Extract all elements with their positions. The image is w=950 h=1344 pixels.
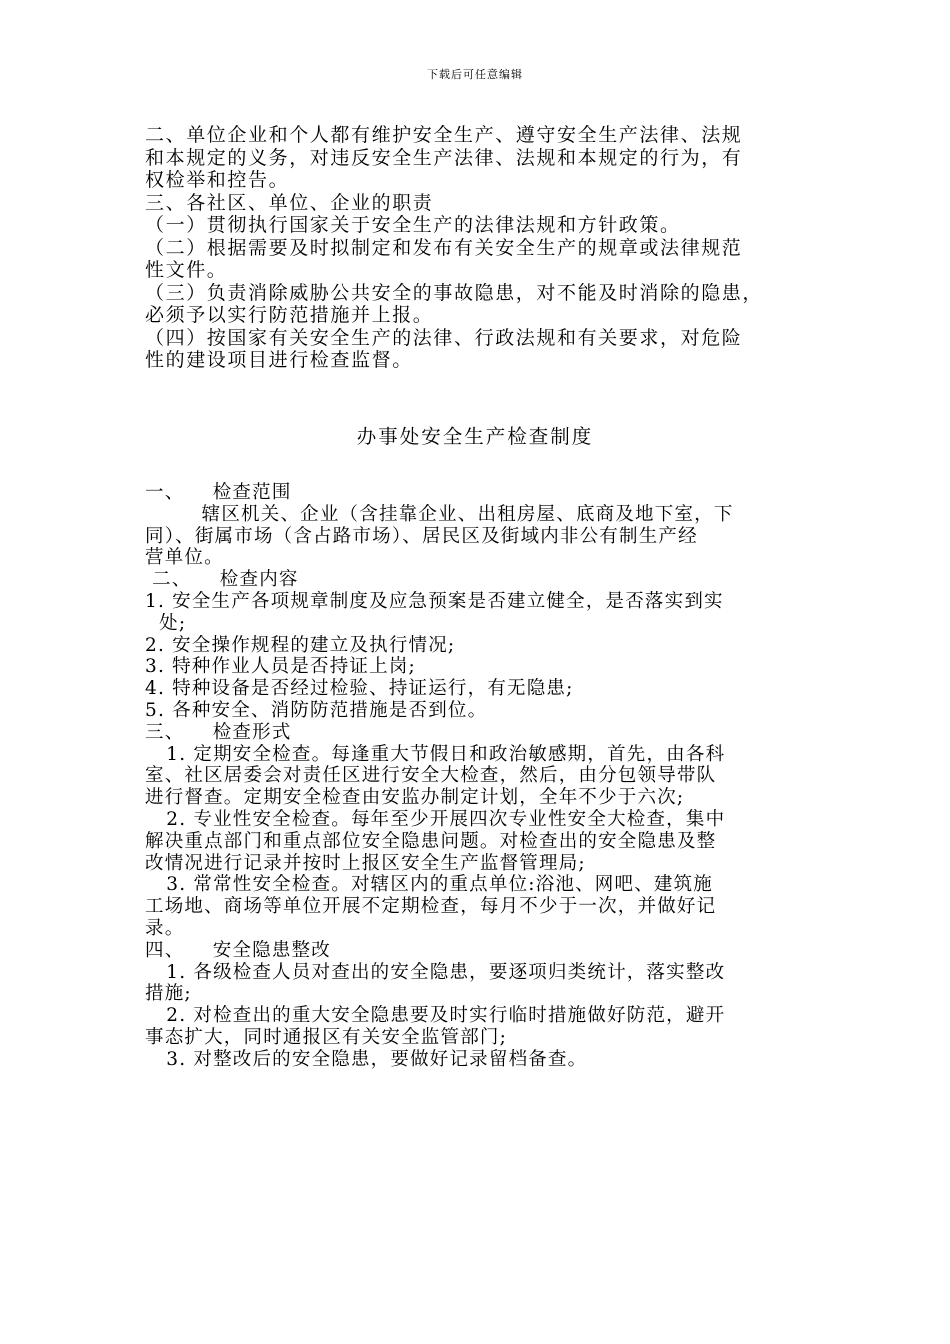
paragraph-line: 性文件。 [145, 259, 228, 281]
page-header: 下载后可任意编辑 [427, 68, 523, 81]
list-item: 4. 特种设备是否经过检验、持证运行，有无隐患; [145, 678, 574, 700]
paragraph-line: 权检举和控告。 [145, 169, 290, 191]
list-item: 1. 安全生产各项规章制度及应急预案是否建立健全，是否落实到实 [145, 590, 724, 612]
list-item: 3. 特种作业人员是否持证上岗; [145, 656, 416, 678]
list-item: 1. 定期安全检查。每逢重大节假日和政治敏感期，首先，由各科 [145, 743, 726, 765]
list-item: 3. 常常性安全检查。对辖区内的重点单位:浴池、网吧、建筑施 [145, 874, 714, 896]
list-item: 事态扩大，同时通报区有关安全监管部门; [145, 1026, 508, 1048]
list-item: 进行督查。定期安全检查由安监办制定计划，全年不少于六次; [145, 787, 685, 809]
list-item: 1. 各级检查人员对查出的安全隐患，要逐项归类统计，落实整改 [145, 961, 726, 983]
section-heading: 二、 检查内容 [145, 569, 299, 591]
paragraph-line: （一）贯彻执行国家关于安全生产的法律法规和方针政策。 [145, 214, 681, 236]
list-item: 录。 [145, 917, 185, 939]
paragraph-line: 三、各社区、单位、企业的职责 [145, 191, 434, 214]
top-section [145, 124, 815, 372]
list-item: 2. 安全操作规程的建立及执行情况; [145, 634, 456, 656]
list-item: 2. 专业性安全检查。每年至少开展四次专业性安全大检查，集中 [145, 808, 726, 830]
section-heading: 四、 安全隐患整改 [145, 939, 331, 961]
list-item: 工场地、商场等单位开展不定期检查，每月不少于一次，并做好记 [145, 896, 717, 918]
paragraph-line: 辖区机关、企业（含挂靠企业、出租房屋、底商及地下室，下 [145, 503, 734, 525]
document-title: 办事处安全生产检查制度 [356, 425, 594, 448]
paragraph-line: 同）、街属市场（含占路市场）、居民区及街域内非公有制生产经 [145, 525, 698, 547]
paragraph-line: 二、单位企业和个人都有维护安全生产、遵守安全生产法律、法规 [145, 124, 743, 146]
paragraph-line: 必须予以实行防范措施并上报。 [145, 304, 434, 326]
section-heading: 三、 检查形式 [145, 721, 292, 743]
paragraph-line: （四）按国家有关安全生产的法律、行政法规和有关要求，对危险 [145, 326, 743, 349]
list-item: 室、社区居委会对责任区进行安全大检查，然后，由分包领导带队 [145, 765, 717, 787]
section-heading: 一、 检查范围 [145, 482, 292, 503]
paragraph-line: （二）根据需要及时拟制定和发布有关安全生产的规章或法律规范 [145, 236, 743, 259]
list-item: 5. 各种安全、消防防范措施是否到位。 [145, 699, 488, 721]
list-item: 处; [145, 612, 187, 634]
list-item: 2. 对检查出的重大安全隐患要及时实行临时措施做好防范，避开 [145, 1005, 726, 1027]
paragraph-line: 性的建设项目进行检查监督。 [145, 349, 413, 371]
list-item: 解决重点部门和重点部位安全隐患问题。对检查出的安全隐患及整 [145, 830, 717, 852]
paragraph-line: 和本规定的义务，对违反安全生产法律、法规和本规定的行为，有 [145, 146, 743, 169]
paragraph-line: 营单位。 [145, 547, 224, 569]
paragraph-line: （三）负责消除威胁公共安全的事故隐患，对不能及时消除的隐患， [145, 281, 764, 304]
list-item: 改情况进行记录并按时上报区安全生产监督管理局; [145, 852, 586, 874]
main-section [145, 482, 815, 1071]
list-item: 措施; [145, 983, 192, 1005]
list-item: 3. 对整改后的安全隐患，要做好记录留档备查。 [145, 1048, 588, 1070]
